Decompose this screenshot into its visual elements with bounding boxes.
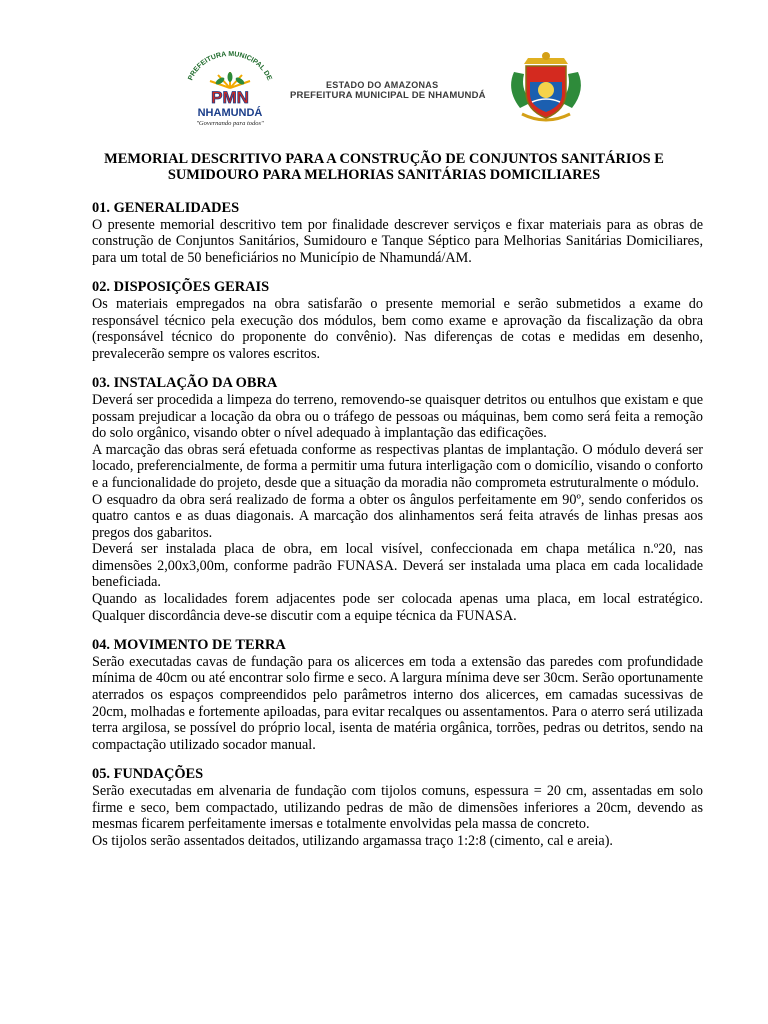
state-name: ESTADO DO AMAZONAS bbox=[326, 80, 439, 90]
paragraph: Os tijolos serão assentados deitados, utilizando argamassa traço 1:2:8 (cimento, cal e areia). bbox=[92, 832, 613, 849]
prefeitura-name: PREFEITURA MUNICIPAL DE NHAMUNDÁ bbox=[290, 90, 486, 101]
section-heading: 03. INSTALAÇÃO DA OBRA bbox=[92, 375, 278, 392]
coat-of-arms-icon bbox=[506, 50, 586, 126]
paragraph: Serão executadas cavas de fundação para os alicerces em toda a extensão das paredes com profundidade mínima de 40cm ou até encontrar solo firme e seco. A largura mínima deve ser 30cm. Serão oportunamente aterrados os espaços compreendidos pelo parâmetros interno dos alicerces, em camadas sucessivas de 20cm, molhadas e fortemente apiloadas, para evitar recalques ou assentamentos. Para o aterro será utilizada terra argilosa, se possível do próprio local, isenta de matéria orgânica, torrões, pedras ou detritos, sendo na compactação utilizado socador manual. bbox=[92, 653, 703, 753]
document-title bbox=[82, 151, 686, 183]
pmn-logo bbox=[178, 48, 282, 128]
section-heading: 05. FUNDAÇÕES bbox=[92, 766, 204, 783]
section-heading: 04. MOVIMENTO DE TERRA bbox=[92, 637, 286, 654]
title-line-1: MEMORIAL DESCRITIVO PARA A CONSTRUÇÃO DE CONJUNTOS SANITÁRIOS E bbox=[104, 151, 664, 167]
paragraph: A marcação das obras será efetuada conforme as respectivas plantas de implantação. O módulo deverá ser locado, preferencialmente, de forma a permitir uma futura interligação com o domicílio, visando o conforto e a funcionalidade do projeto, desde que a situação da moradia não comprometa estruturalmente o módulo. bbox=[92, 441, 703, 491]
section-instalacao-da-obra bbox=[92, 375, 703, 624]
letterhead bbox=[178, 48, 602, 128]
paragraph: Os materiais empregados na obra satisfarão o presente memorial e serão submetidos a exame do responsável técnico pela execução dos módulos, bem como exame e aprovação da fiscalização da obra (responsável técnico do proponente do convênio). Nas diferenças de cotas e medidas em desenho, prevalecerão sempre os valores escritos. bbox=[92, 295, 703, 362]
paragraph: Deverá ser procedida a limpeza do terreno, removendo-se quaisquer detritos ou entulhos que existam e que possam prejudicar a locação da obra ou o tráfego de pessoas ou máquinas, bem como será feita a remoção do solo orgânico, visando obter o nível adequado à implantação das edificações. bbox=[92, 391, 703, 442]
section-movimento-de-terra bbox=[92, 637, 703, 753]
document-body bbox=[92, 200, 703, 862]
logo-city: NHAMUNDÁ bbox=[197, 107, 263, 119]
section-generalidades bbox=[92, 200, 703, 266]
paragraph: O esquadro da obra será realizado de forma a obter os ângulos perfeitamente em 90º, sendo conferidos os quatro cantos e as duas diagonais. A marcação dos alinhamentos será feita através de linhas presas aos pregos dos gabaritos. bbox=[92, 491, 703, 541]
paragraph: Quando as localidades forem adjacentes pode ser colocada apenas uma placa, em local estratégico. Qualquer discordância deve-se discutir com a equipe técnica da FUNASA. bbox=[92, 591, 703, 624]
logo-arc-text: PREFEITURA MUNICIPAL DE bbox=[187, 50, 273, 82]
paragraph: Serão executadas em alvenaria de fundação com tijolos comuns, espessura = 20 cm, assentadas em solo firme e seco, bem compactado, utilizando pedras de mão de dimensões inferiores a 20cm, devendo as mesmas ficarem perfeitamente imersas e totalmente envolvidas pela massa de concreto. bbox=[92, 783, 703, 833]
section-heading: 02. DISPOSIÇÕES GERAIS bbox=[92, 279, 270, 296]
logo-slogan: "Governando para todos" bbox=[196, 120, 264, 127]
logo-acronym: PMN bbox=[211, 88, 249, 107]
paragraph: Deverá ser instalada placa de obra, em local visível, confeccionada em chapa metálica n.º20, nas dimensões 2,00x3,00m, conforme padrão FUNASA. Deverá ser instalada uma placa em cada localidade beneficiada. bbox=[92, 541, 703, 591]
letterhead-text bbox=[290, 80, 502, 101]
title-line-2: SUMIDOURO PARA MELHORIAS SANITÁRIAS DOMICILIARES bbox=[167, 167, 601, 183]
section-disposicoes-gerais bbox=[92, 279, 703, 362]
paragraph: O presente memorial descritivo tem por finalidade descrever serviços e fixar materiais para as obras de construção de Conjuntos Sanitários, Sumidouro e Tanque Séptico para Melhorias Sanitárias Domiciliares, para um total de 50 beneficiários no Município de Nhamundá/AM. bbox=[92, 216, 703, 266]
section-heading: 01. GENERALIDADES bbox=[92, 200, 240, 216]
section-fundacoes bbox=[92, 766, 703, 849]
